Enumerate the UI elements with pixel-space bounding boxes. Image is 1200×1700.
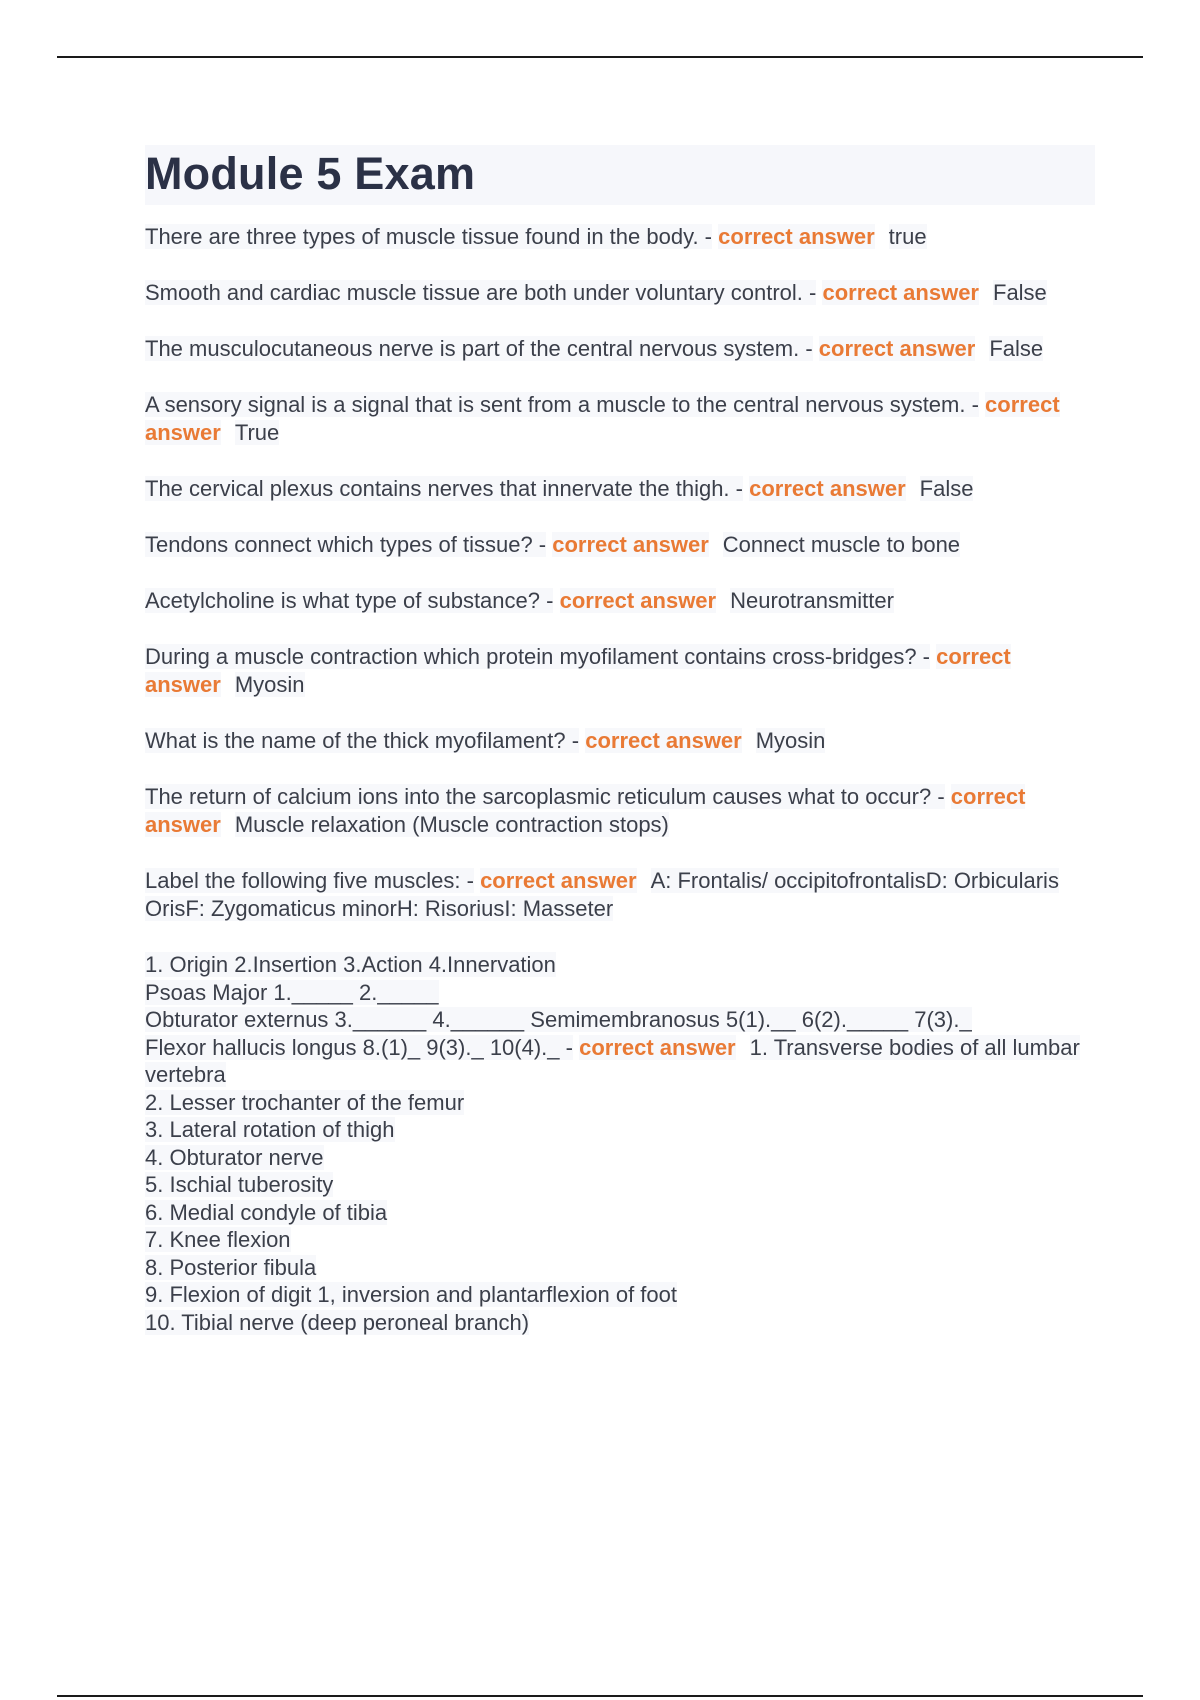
answer-line-text: 2. Lesser trochanter of the femur [145,1089,465,1115]
question-text: What is the name of the thick myofilament? - [145,728,580,753]
answer-text: Muscle relaxation (Muscle contraction stops) [234,812,669,837]
answer-line [145,1199,1095,1227]
qa-item [145,279,1095,307]
qa-item [145,783,1095,839]
answer-line [145,1089,1095,1117]
question-text: Tendons connect which types of tissue? - [145,532,547,557]
qa-item [145,223,1095,251]
question-text: A sensory signal is a signal that is sent from a muscle to the central nervous system. - [145,392,979,417]
correct-answer-label: correct answer [818,336,976,361]
answer-line-text: 4. Obturator nerve [145,1144,324,1170]
correct-answer-label: correct answer [585,728,742,753]
qa-item [145,475,1095,503]
correct-answer-label: correct answer [749,476,906,501]
answer-line [145,1144,1095,1172]
correct-answer-label: correct answer [579,1034,736,1060]
answer-text: Connect muscle to bone [722,532,961,557]
top-rule [57,56,1143,58]
title-bar [145,145,1095,205]
answer-line-text: 10. Tibial nerve (deep peroneal branch) [145,1309,530,1335]
answer-line [145,1226,1095,1254]
correct-answer-label: correct answer [145,644,1011,697]
qa-item [145,727,1095,755]
document-body [145,145,1095,1336]
correct-answer-label: correct answer [718,224,875,249]
page-title: Module 5 Exam [145,148,476,199]
question-text: Flexor hallucis longus 8.(1)_ 9(3)._ 10(4)._ - [145,1034,573,1060]
qa-item [145,391,1095,447]
question-text: The cervical plexus contains nerves that innervate the thigh. - [145,476,743,501]
qa-item [145,867,1095,923]
answer-line [145,1116,1095,1144]
answer-line [145,1281,1095,1309]
answer-text: False [993,280,1047,305]
answer-text: A: Frontalis/ occipitofrontalisD: Orbicularis OrisF: Zygomaticus minorH: RisoriusI: Masseter [145,868,1059,921]
correct-answer-label: correct answer [552,532,709,557]
question-line-text: 1. Origin 2.Insertion 3.Action 4.Innervation [145,952,556,977]
question-line-text: Obturator externus 3.______ 4.______ Semimembranosus 5(1).__ 6(2)._____ 7(3)._ [145,1007,972,1032]
bottom-rule [57,1695,1143,1697]
correct-answer-label: correct answer [145,392,1060,445]
answer-text: true [888,224,927,249]
correct-answer-label: correct answer [145,784,1026,837]
answer-line [145,1254,1095,1282]
question-text: Smooth and cardiac muscle tissue are both under voluntary control. - [145,280,817,305]
question-text: There are three types of muscle tissue found in the body. - [145,224,713,249]
correct-answer-label: correct answer [480,868,637,893]
qa-item [145,587,1095,615]
question-line [145,951,1095,979]
answer-text: True [234,420,280,445]
question-text: The return of calcium ions into the sarcoplasmic reticulum causes what to occur? - [145,784,945,809]
question-text: Label the following five muscles: - [145,868,474,893]
question-line [145,1006,1095,1034]
answer-text: False [989,336,1044,361]
question-line [145,979,1095,1007]
answer-text: False [919,476,974,501]
answer-line-text: 5. Ischial tuberosity [145,1172,334,1197]
answer-line [145,1309,1095,1337]
answer-text: Myosin [234,672,305,697]
question-text: During a muscle contraction which protein myofilament contains cross-bridges? - [145,644,931,669]
answer-text: 1. Transverse bodies of all lumbar vertebra [145,1034,1080,1087]
answer-line-text: 6. Medial condyle of tibia [145,1199,388,1225]
answer-text: Neurotransmitter [730,588,894,613]
question-line-text: Psoas Major 1._____ 2._____ [145,979,439,1005]
question-text: Acetylcholine is what type of substance? - [145,588,554,613]
qa-list [145,223,1095,923]
qa-item [145,531,1095,559]
qa-item [145,335,1095,363]
answer-line [145,1171,1095,1199]
final-question [145,951,1095,1336]
question-text: The musculocutaneous nerve is part of the central nervous system. - [145,336,813,361]
answer-text: Myosin [755,728,826,753]
answer-line-text: 8. Posterior fibula [145,1254,317,1280]
answer-line-text: 3. Lateral rotation of thigh [145,1117,395,1142]
correct-answer-label: correct answer [559,588,717,613]
answer-line-text: 9. Flexion of digit 1, inversion and plantarflexion of foot [145,1282,677,1307]
qa-item [145,643,1095,699]
question-line-with-answer [145,1034,1095,1089]
correct-answer-label: correct answer [822,280,979,305]
answer-line-text: 7. Knee flexion [145,1227,291,1252]
